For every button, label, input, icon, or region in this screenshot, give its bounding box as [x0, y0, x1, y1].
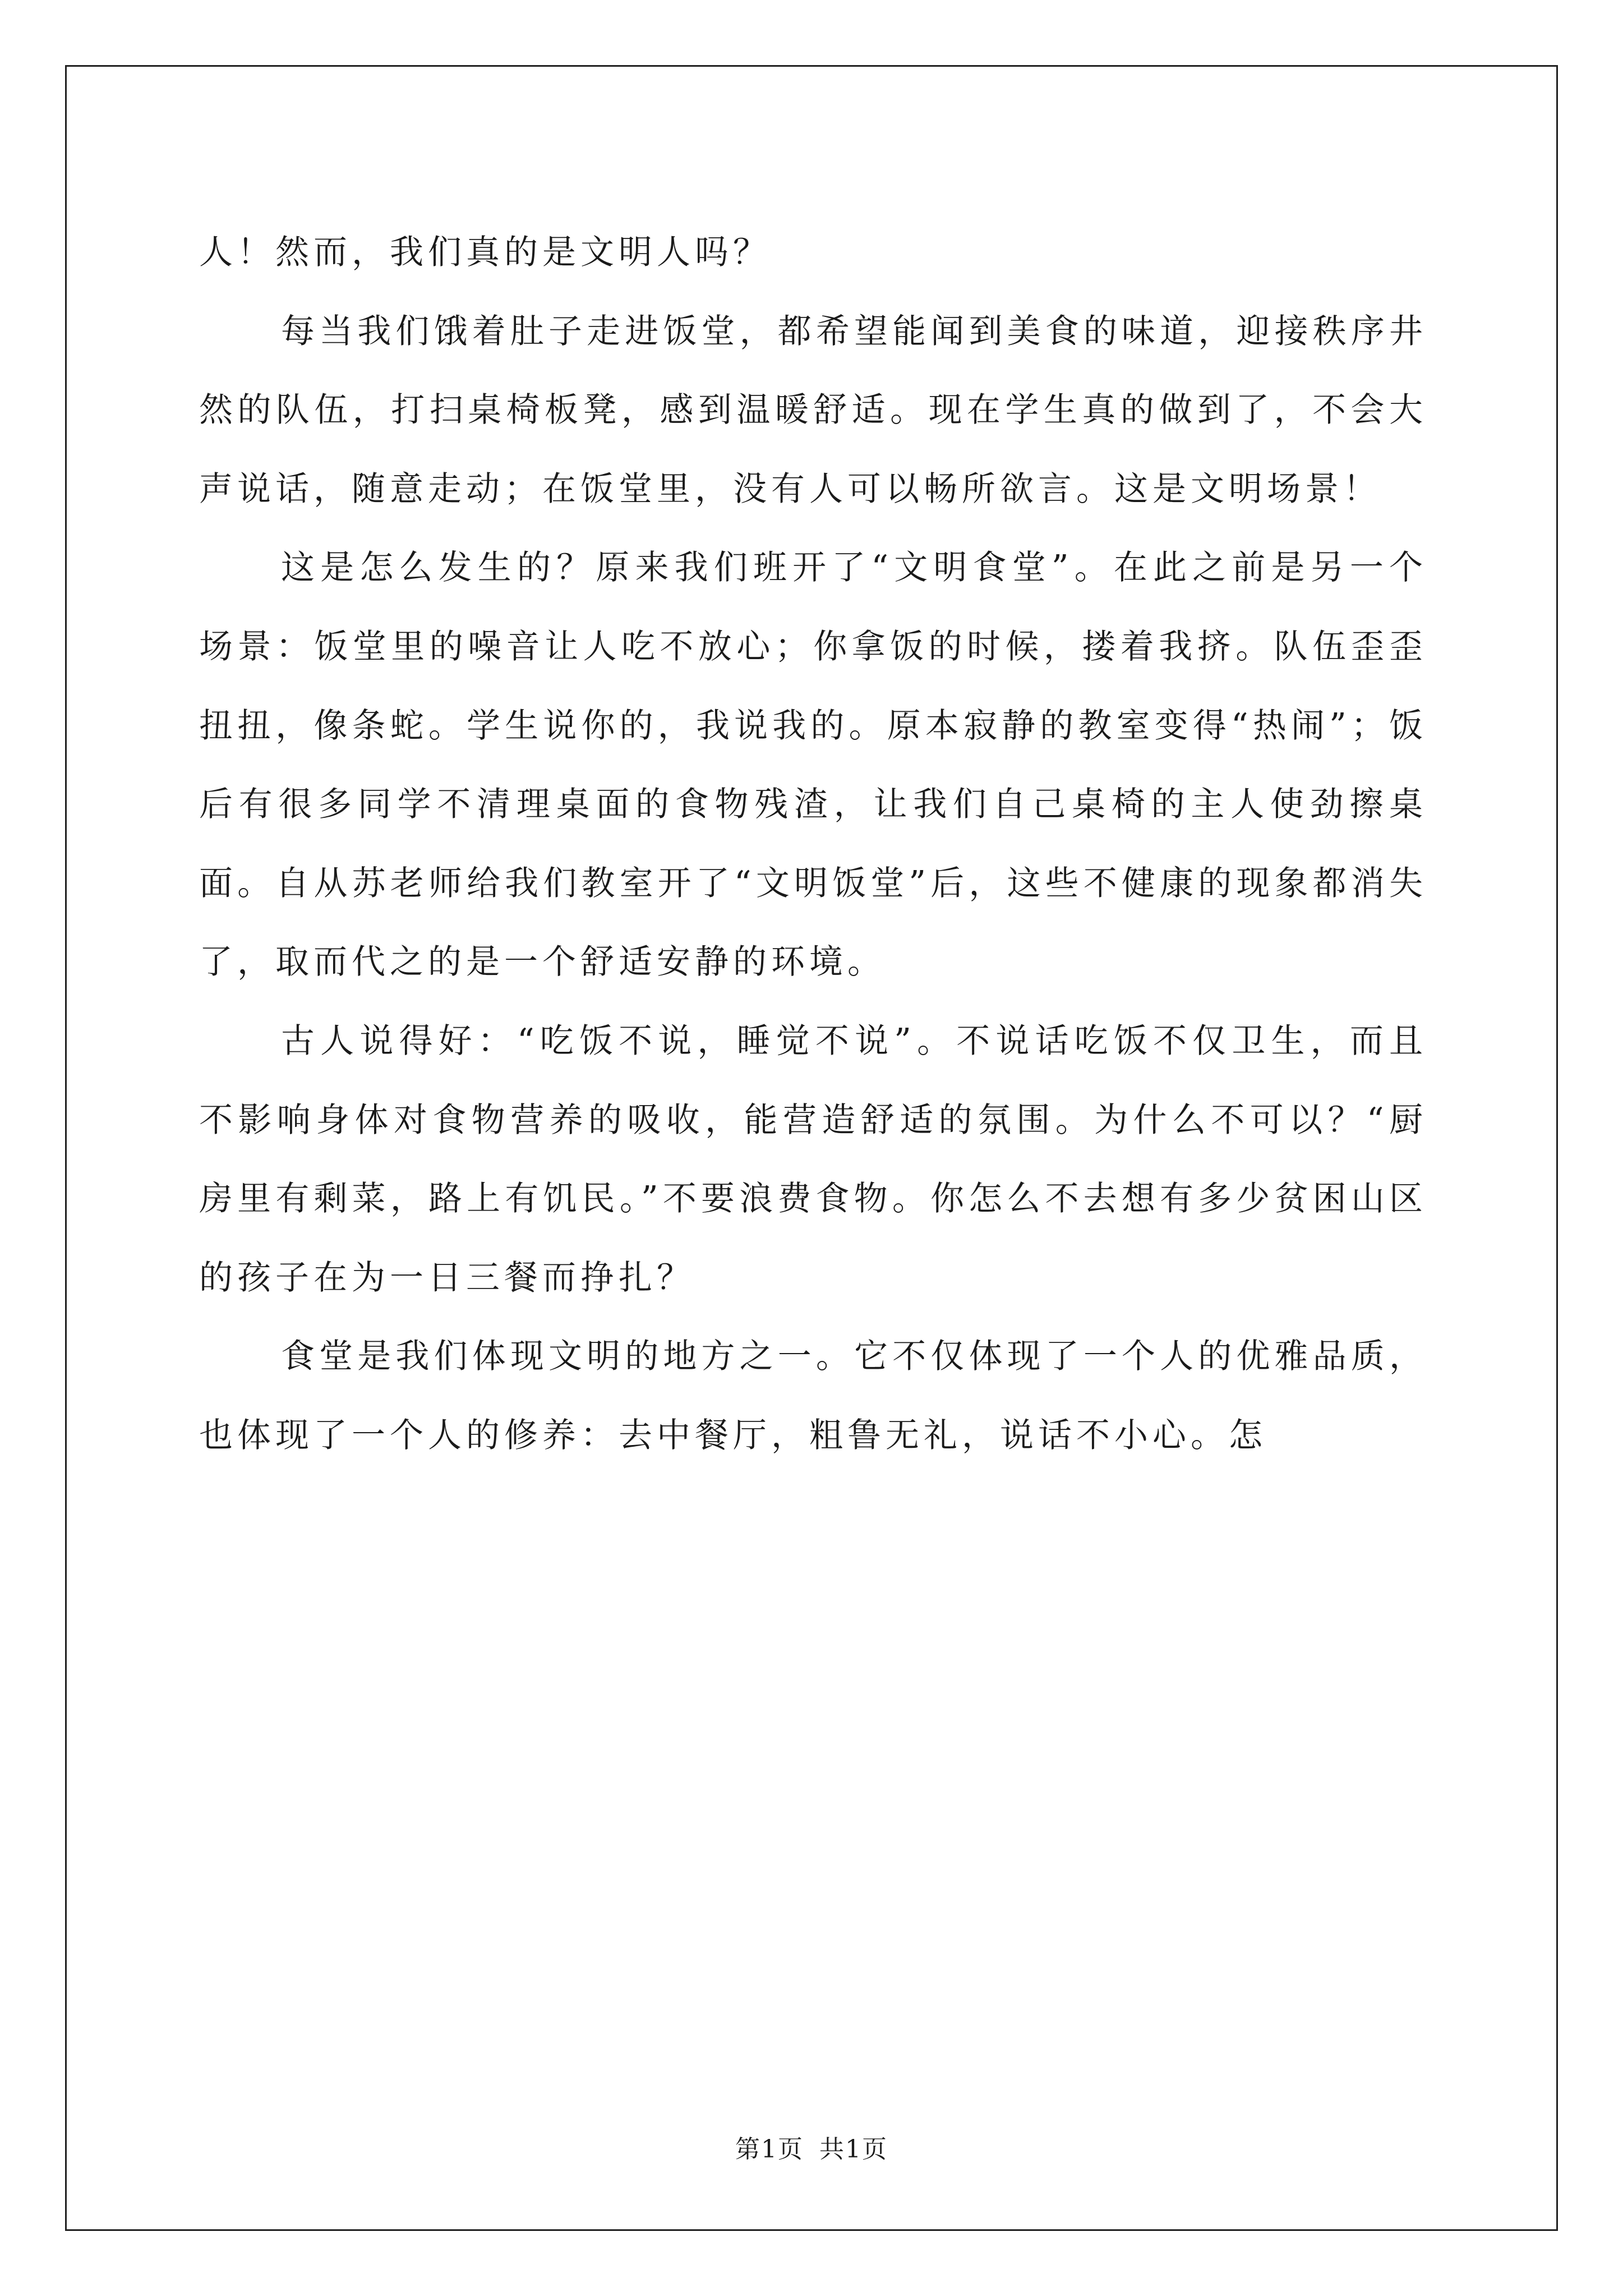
page-footer [0, 2129, 1623, 2165]
paragraph-3: 这是怎么发生的？原来我们班开了“文明食堂”。在此之前是另一个场景：饭堂里的噪音让人吃不放心；你拿饭的时候，搂着我挤。队伍歪歪扭扭，像条蛇。学生说你的，我说我的。原本寂静的教室变得“热闹”；饭后有很多同学不清理桌面的食物残渣，让我们自己桌椅的主人使劲擦桌面。自从苏老师给我们教室开了“文明饭堂”后，这些不健康的现象都消失了，取而代之的是一个舒适安静的环境。 [199, 548, 1427, 982]
paragraph-2: 每当我们饿着肚子走进饭堂，都希望能闻到美食的味道，迎接秩序井然的队伍，打扫桌椅板凳，感到温暖舒适。现在学生真的做到了，不会大声说话，随意走动；在饭堂里，没有人可以畅所欲言。这是文明场景！ [199, 311, 1427, 509]
page-total: 共1页 [819, 2135, 888, 2164]
document-body [199, 213, 1427, 1475]
page-number: 第1页 [735, 2135, 804, 2164]
paragraph-4: 古人说得好：“吃饭不说，睡觉不说”。不说话吃饭不仅卫生，而且不影响身体对食物营养的吸收，能营造舒适的氛围。为什么不可以？“厨房里有剩菜，路上有饥民。”不要浪费食物。你怎么不去想有多少贫困山区的孩子在为一日三餐而挣扎？ [199, 1021, 1427, 1297]
paragraph-1: 人！然而，我们真的是文明人吗？ [199, 233, 771, 272]
paragraph-5: 食堂是我们体现文明的地方之一。它不仅体现了一个人的优雅品质，也体现了一个人的修养：去中餐厅，粗鲁无礼，说话不小心。怎 [199, 1337, 1427, 1455]
